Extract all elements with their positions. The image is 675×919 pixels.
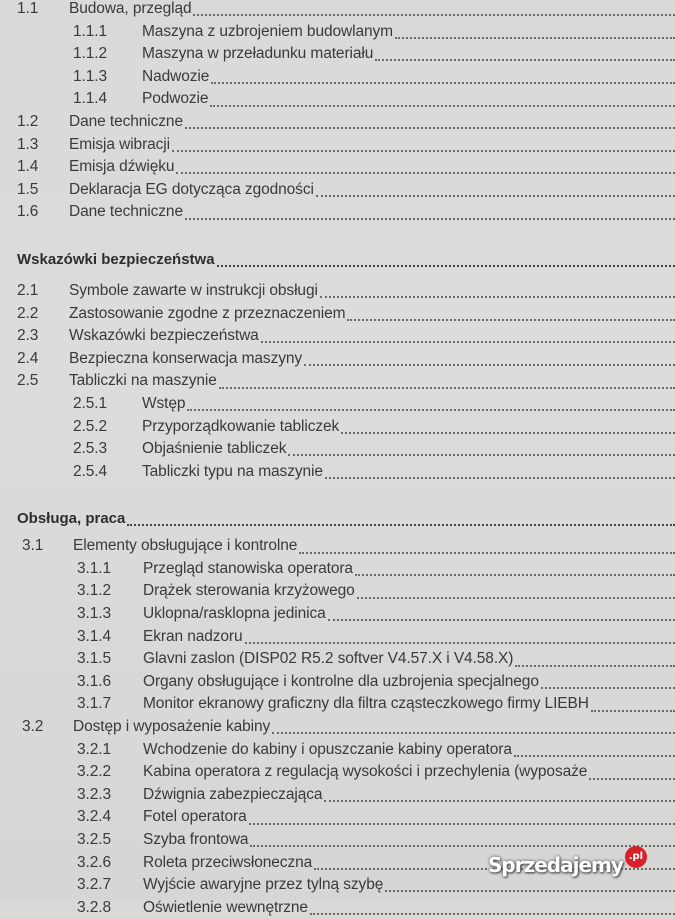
entry-title: Dane techniczne <box>69 112 183 130</box>
entry-number: 2.3 <box>17 327 39 345</box>
toc-entry <box>0 43 675 66</box>
toc-entry <box>0 716 675 739</box>
toc-entry <box>0 558 675 581</box>
entry-number: 1.6 <box>17 203 39 221</box>
entry-number: 1.3 <box>17 135 39 153</box>
toc-entry <box>0 66 675 89</box>
entry-number: 2.5.1 <box>73 394 107 412</box>
watermark-logo <box>488 852 647 878</box>
dot-leader <box>210 105 675 107</box>
entry-number: 3.2.2 <box>77 763 111 781</box>
toc-entry <box>0 603 675 626</box>
entry-title: Symbole zawarte w instrukcji obsługi <box>69 281 318 299</box>
entry-title: Przegląd stanowiska operatora <box>143 559 353 577</box>
entry-title: Szyba frontowa <box>143 831 249 848</box>
dot-leader <box>261 341 675 343</box>
watermark-suffix: .pl <box>625 846 647 868</box>
entry-title: Nadwozie <box>142 67 210 85</box>
entry-title: Wyjście awaryjne przez tylną szybę <box>143 876 384 894</box>
section-heading-title: Wskazówki bezpieczeństwa <box>17 250 215 268</box>
entry-number: 2.1 <box>17 281 39 299</box>
toc-entry <box>0 201 675 224</box>
toc-entry <box>0 280 675 303</box>
dot-leader <box>249 823 675 825</box>
entry-title: Drążek sterowania krzyżowego <box>143 582 355 600</box>
entry-title: Oświetlenie wewnętrzne <box>143 898 308 916</box>
toc-entry <box>0 438 675 461</box>
toc-entry <box>0 179 675 202</box>
entry-number: 3.2.3 <box>77 785 111 803</box>
dot-leader <box>347 319 675 321</box>
entry-title: Dźwignia zabezpieczająca <box>143 785 323 803</box>
toc-entry <box>0 535 675 558</box>
entry-number: 3.1 <box>22 537 44 555</box>
dot-leader <box>591 710 675 712</box>
dot-leader <box>325 477 675 479</box>
dot-leader <box>515 665 675 667</box>
entry-number: 1.2 <box>17 112 39 130</box>
dot-leader <box>288 454 675 456</box>
entry-number: 3.2 <box>22 718 44 736</box>
entry-number: 3.1.6 <box>77 672 111 690</box>
toc-entry <box>0 806 675 829</box>
entry-title: Zastosowanie zgodne z przeznaczeniem <box>69 304 346 322</box>
toc-entry <box>0 739 675 762</box>
entry-title: Deklaracja EG dotycząca zgodności <box>69 180 314 198</box>
entry-number: 2.5.2 <box>73 417 107 435</box>
section-heading <box>0 248 675 272</box>
entry-title: Elementy obsługujące i kontrolne <box>73 537 298 555</box>
entry-number: 3.2.8 <box>77 898 111 916</box>
dot-leader <box>385 890 675 892</box>
entry-number: 3.1.5 <box>77 650 111 668</box>
dot-leader <box>193 14 675 16</box>
toc-entry <box>0 761 675 784</box>
dot-leader <box>355 574 675 576</box>
entry-title: Tabliczki na maszynie <box>69 372 217 390</box>
entry-number: 3.1.1 <box>77 559 111 577</box>
entry-title: Maszyna w przeładunku materiału <box>142 45 374 63</box>
dot-leader <box>541 687 675 689</box>
toc-entry <box>0 134 675 157</box>
dot-leader <box>328 619 675 621</box>
toc-entry <box>0 303 675 326</box>
toc-entry <box>0 21 675 44</box>
entry-title: Monitor ekranowy graficzny dla filtra cząsteczkowego firmy LIEBH <box>143 695 589 713</box>
entry-number: 1.1.2 <box>73 45 107 63</box>
entry-number: 3.2.6 <box>77 853 111 871</box>
entry-number: 2.2 <box>17 304 39 322</box>
entry-title: Kabina operatora z regulacją wysokości i przechylenia (wyposaże <box>143 763 588 781</box>
dot-leader <box>514 755 675 757</box>
entry-number: 1.1.4 <box>73 90 107 108</box>
dot-leader <box>211 82 675 84</box>
entry-number: 1.4 <box>17 158 39 176</box>
watermark-brand: Sprzedajemy <box>488 853 623 877</box>
entry-title: Maszyna z uzbrojeniem budowlanym <box>142 22 393 40</box>
entry-title: Dostęp i wyposażenie kabiny <box>73 718 271 736</box>
dot-leader <box>245 642 675 644</box>
entry-title: Wstęp <box>142 394 186 412</box>
dot-leader <box>185 127 675 129</box>
entry-number: 2.5.4 <box>73 462 107 480</box>
entry-number: 3.1.2 <box>77 582 111 600</box>
toc-entry <box>0 626 675 649</box>
entry-title: Fotel operatora <box>143 808 247 826</box>
entry-number: 1.1 <box>17 0 39 17</box>
entry-title: Wchodzenie do kabiny i opuszczanie kabiny operatora <box>143 740 512 758</box>
entry-number: 1.1.3 <box>73 67 107 85</box>
entry-number: 3.1.7 <box>77 695 111 713</box>
entry-title: Dane techniczne <box>69 203 183 221</box>
entry-title: Bezpieczna konserwacja maszyny <box>69 349 303 367</box>
dot-leader <box>272 732 675 734</box>
dot-leader <box>185 218 675 220</box>
entry-title: Budowa, przegląd <box>69 0 192 17</box>
dot-leader <box>341 432 675 434</box>
dot-leader <box>127 524 675 526</box>
dot-leader <box>320 296 675 298</box>
entry-title: Organy obsługujące i kontrolne dla uzbrojenia specjalnego <box>143 672 539 690</box>
dot-leader <box>395 37 675 39</box>
dot-leader <box>187 409 675 411</box>
entry-title: Uklopna/rasklopna jedinica <box>143 605 326 623</box>
entry-title: Emisja dźwięku <box>69 158 175 176</box>
dot-leader <box>589 778 675 780</box>
toc-entry <box>0 0 675 21</box>
toc-entry <box>0 829 675 852</box>
entry-title: Roleta przeciwsłoneczna <box>143 853 313 871</box>
dot-leader <box>217 265 675 267</box>
entry-title: Glavni zaslon (DISP02 R5.2 softver V4.57.X i V4.58.X) <box>143 650 514 668</box>
section-heading-title: Obsługa, praca <box>17 510 126 528</box>
entry-number: 3.1.4 <box>77 627 111 645</box>
dot-leader <box>176 172 675 174</box>
toc-entry <box>0 461 675 484</box>
dot-leader <box>324 800 675 802</box>
entry-title: Podwozie <box>142 90 209 108</box>
entry-title: Objaśnienie tabliczek <box>142 440 287 458</box>
toc-entry <box>0 580 675 603</box>
entry-number: 3.2.5 <box>77 831 111 848</box>
entry-number: 3.2.7 <box>77 876 111 894</box>
dot-leader <box>299 552 675 554</box>
toc-entry <box>0 784 675 807</box>
dot-leader <box>219 387 675 389</box>
entry-number: 2.4 <box>17 349 39 367</box>
toc-entry <box>0 693 675 716</box>
dot-leader <box>310 913 675 915</box>
entry-number: 3.1.3 <box>77 605 111 623</box>
entry-number: 3.2.4 <box>77 808 111 826</box>
toc-entry <box>0 348 675 371</box>
toc-entry <box>0 648 675 671</box>
toc-entry <box>0 897 675 919</box>
entry-title: Przyporządkowanie tabliczek <box>142 417 340 435</box>
toc-entry <box>0 88 675 111</box>
entry-number: 2.5 <box>17 372 39 390</box>
entry-number: 2.5.3 <box>73 440 107 458</box>
entry-title: Tabliczki typu na maszynie <box>142 462 323 480</box>
dot-leader <box>172 150 675 152</box>
toc-entry <box>0 156 675 179</box>
dot-leader <box>250 845 675 847</box>
toc-entry <box>0 325 675 348</box>
dot-leader <box>304 364 675 366</box>
entry-number: 3.2.1 <box>77 740 111 758</box>
entry-number: 1.5 <box>17 180 39 198</box>
dot-leader <box>357 597 675 599</box>
entry-number: 1.1.1 <box>73 22 107 40</box>
entry-title: Wskazówki bezpieczeństwa <box>69 327 259 345</box>
entry-title: Emisja wibracji <box>69 135 170 153</box>
toc-entry <box>0 416 675 439</box>
entry-title: Ekran nadzoru <box>143 627 243 645</box>
section-heading <box>0 507 675 531</box>
toc-entry <box>0 393 675 416</box>
dot-leader <box>316 195 675 197</box>
toc-entry <box>0 671 675 694</box>
toc-entry <box>0 111 675 134</box>
toc-entry <box>0 370 675 393</box>
dot-leader <box>375 59 675 61</box>
